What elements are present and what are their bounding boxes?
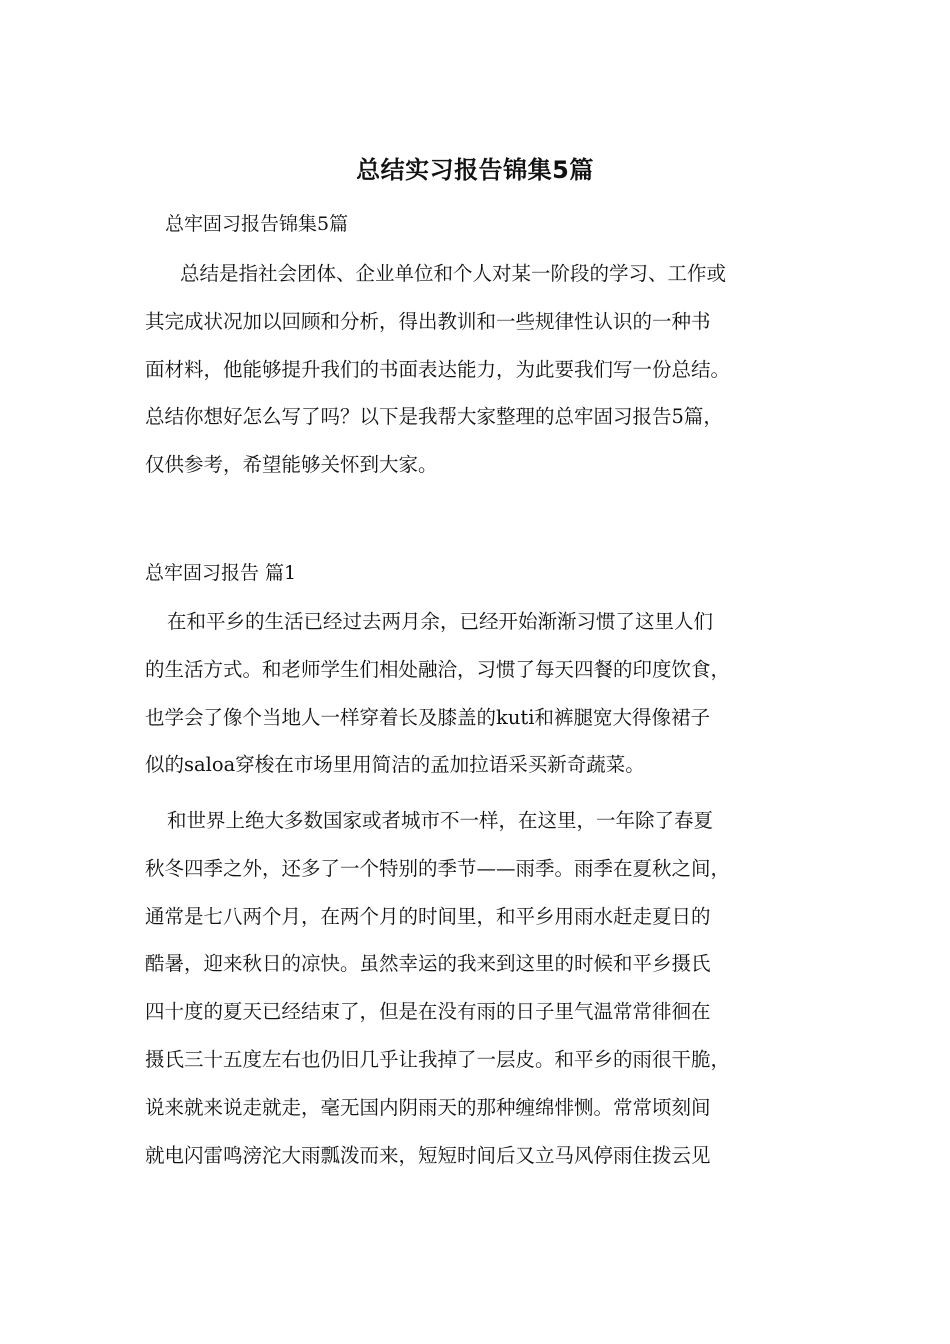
paragraph-line: 秋冬四季之外，还多了一个特别的季节——雨季。雨季在夏秋之间，	[145, 856, 731, 880]
intro-line: 面材料，他能够提升我们的书面表达能力，为此要我们写一份总结。	[145, 357, 731, 381]
paragraph-line: 在和平乡的生活已经过去两月余，已经开始渐渐习惯了这里人们	[167, 610, 714, 633]
paragraph-line: 酷暑，迎来秋日的凉快。虽然幸运的我来到这里的时候和平乡摄氏	[145, 952, 711, 976]
paragraph-line: 的生活方式。和老师学生们相处融洽，习惯了每天四餐的印度饮食，	[145, 657, 731, 681]
section-heading: 总牢固习报告 篇1	[145, 562, 297, 584]
paragraph-line: 四十度的夏天已经结束了，但是在没有雨的日子里气温常常徘徊在	[145, 1000, 711, 1024]
intro-line: 总结是指社会团体、企业单位和个人对某一阶段的学习、工作或	[180, 262, 727, 285]
paragraph-line: 说来就来说走就走，毫无国内阴雨天的那种缠绵悱恻。常常顷刻间	[145, 1095, 711, 1119]
intro-line: 仅供参考，希望能够关怀到大家。	[145, 453, 438, 477]
paragraph-2	[145, 797, 815, 1179]
intro-line: 其完成状况加以回顾和分析，得出教训和一些规律性认识的一种书	[145, 309, 711, 333]
paragraph-1	[145, 598, 815, 789]
paragraph-line: 通常是七八两个月，在两个月的时间里，和平乡用雨水赶走夏日的	[145, 904, 711, 928]
paragraph-line: 似的saloa穿梭在市场里用简洁的孟加拉语采买新奇蔬菜。	[145, 753, 645, 777]
paragraph-line: 摄氏三十五度左右也仍旧几乎让我掉了一层皮。和平乡的雨很干脆，	[145, 1047, 731, 1071]
intro-line: 总结你想好怎么写了吗？以下是我帮大家整理的总牢固习报告5篇，	[145, 405, 723, 429]
paragraph-line: 就电闪雷鸣滂沱大雨瓢泼而来，短短时间后又立马风停雨住拨云见	[145, 1143, 711, 1167]
intro-paragraph	[145, 250, 815, 489]
document-title: 总结实习报告锦集5篇	[356, 156, 594, 184]
document-subtitle: 总牢固习报告锦集5篇	[165, 213, 349, 235]
paragraph-line: 和世界上绝大多数国家或者城市不一样，在这里，一年除了春夏	[167, 809, 714, 832]
paragraph-line: 也学会了像个当地人一样穿着长及膝盖的kuti和裤腿宽大得像裙子	[145, 705, 710, 729]
